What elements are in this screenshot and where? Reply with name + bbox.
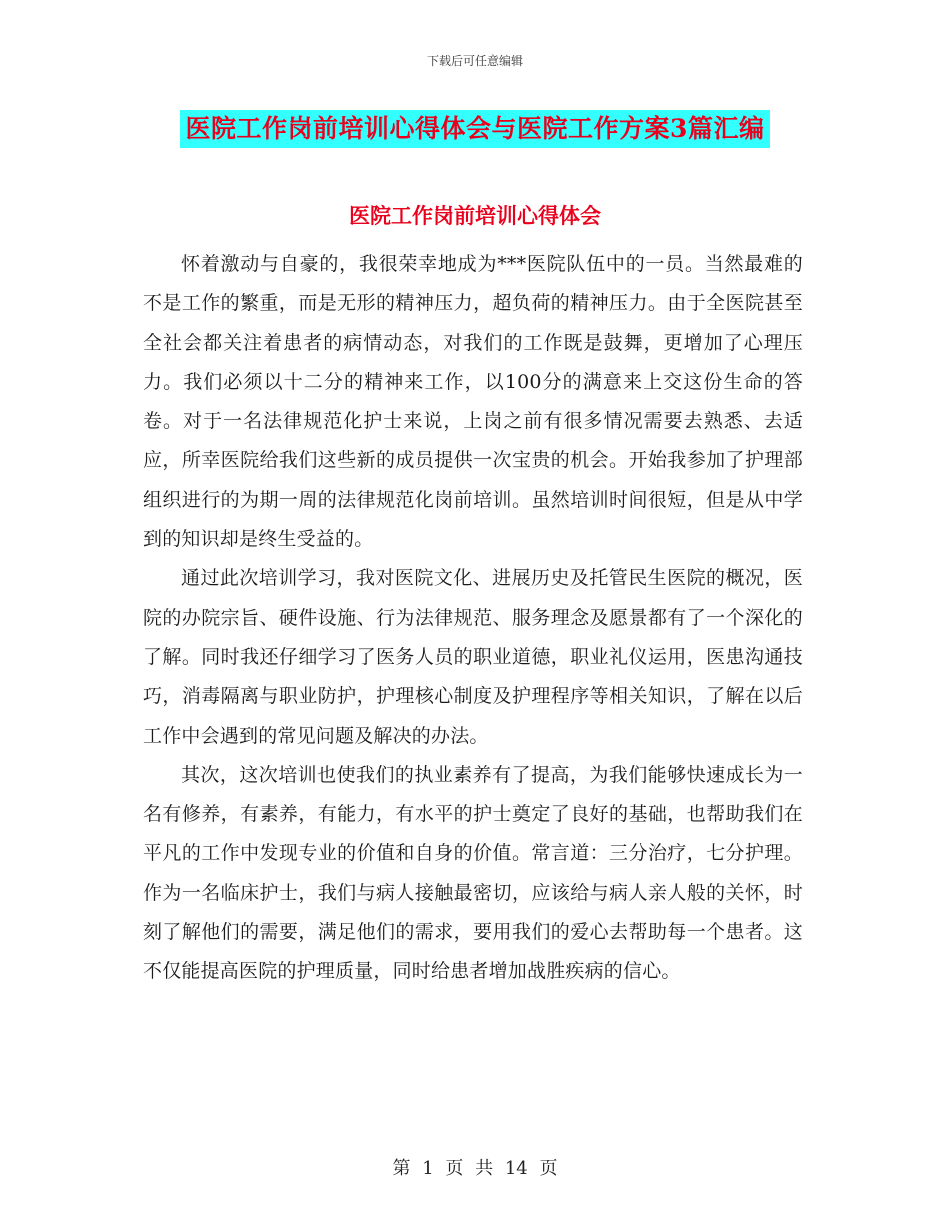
page-number-footer: 第 1 页 共 14 页 xyxy=(392,1158,558,1179)
page-header-note: 下载后可任意编辑 xyxy=(426,54,523,68)
document-title-container xyxy=(0,110,950,148)
paragraph-1: 怀着激动与自豪的，我很荣幸地成为***医院队伍中的一员。当然最难的不是工作的繁重，而是无形的精神压力，超负荷的精神压力。由于全医院甚至全社会都关注着患者的病情动态，对我们的工作既是鼓舞，更增加了心理压力。我们必须以十二分的精神来工作，以100分的满意来上交这份生命的答卷。对于一名法律规范化护士来说，上岗之前有很多情况需要去熟悉、去适应，所幸医院给我们这些新的成员提供一次宝贵的机会。开始我参加了护理部组织进行的为期一周的法律规范化岗前培训。虽然培训时间很短，但是从中学到的知识却是终生受益的。 xyxy=(143,253,803,551)
document-body xyxy=(143,245,803,992)
paragraph-2: 通过此次培训学习，我对医院文化、进展历史及托管民生医院的概况，医院的办院宗旨、硬件设施、行为法律规范、服务理念及愿景都有了一个深化的了解。同时我还仔细学习了医务人员的职业道德，职业礼仪运用，医患沟通技巧，消毒隔离与职业防护，护理核心制度及护理程序等相关知识，了解在以后工作中会遇到的常见问题及解决的办法。 xyxy=(143,567,803,747)
document-title: 医院工作岗前培训心得体会与医院工作方案3篇汇编 xyxy=(180,110,771,148)
paragraph-3: 其次，这次培训也使我们的执业素养有了提高，为我们能够快速成长为一名有修养，有素养，有能力，有水平的护士奠定了良好的基础，也帮助我们在平凡的工作中发现专业的价值和自身的价值。常言道：三分治疗，七分护理。作为一名临床护士，我们与病人接触最密切，应该给与病人亲人般的关怀，时刻了解他们的需要，满足他们的需求，要用我们的爱心去帮助每一个患者。这不仅能提高医院的护理质量，同时给患者增加战胜疾病的信心。 xyxy=(143,763,803,983)
section-title: 医院工作岗前培训心得体会 xyxy=(349,203,601,228)
